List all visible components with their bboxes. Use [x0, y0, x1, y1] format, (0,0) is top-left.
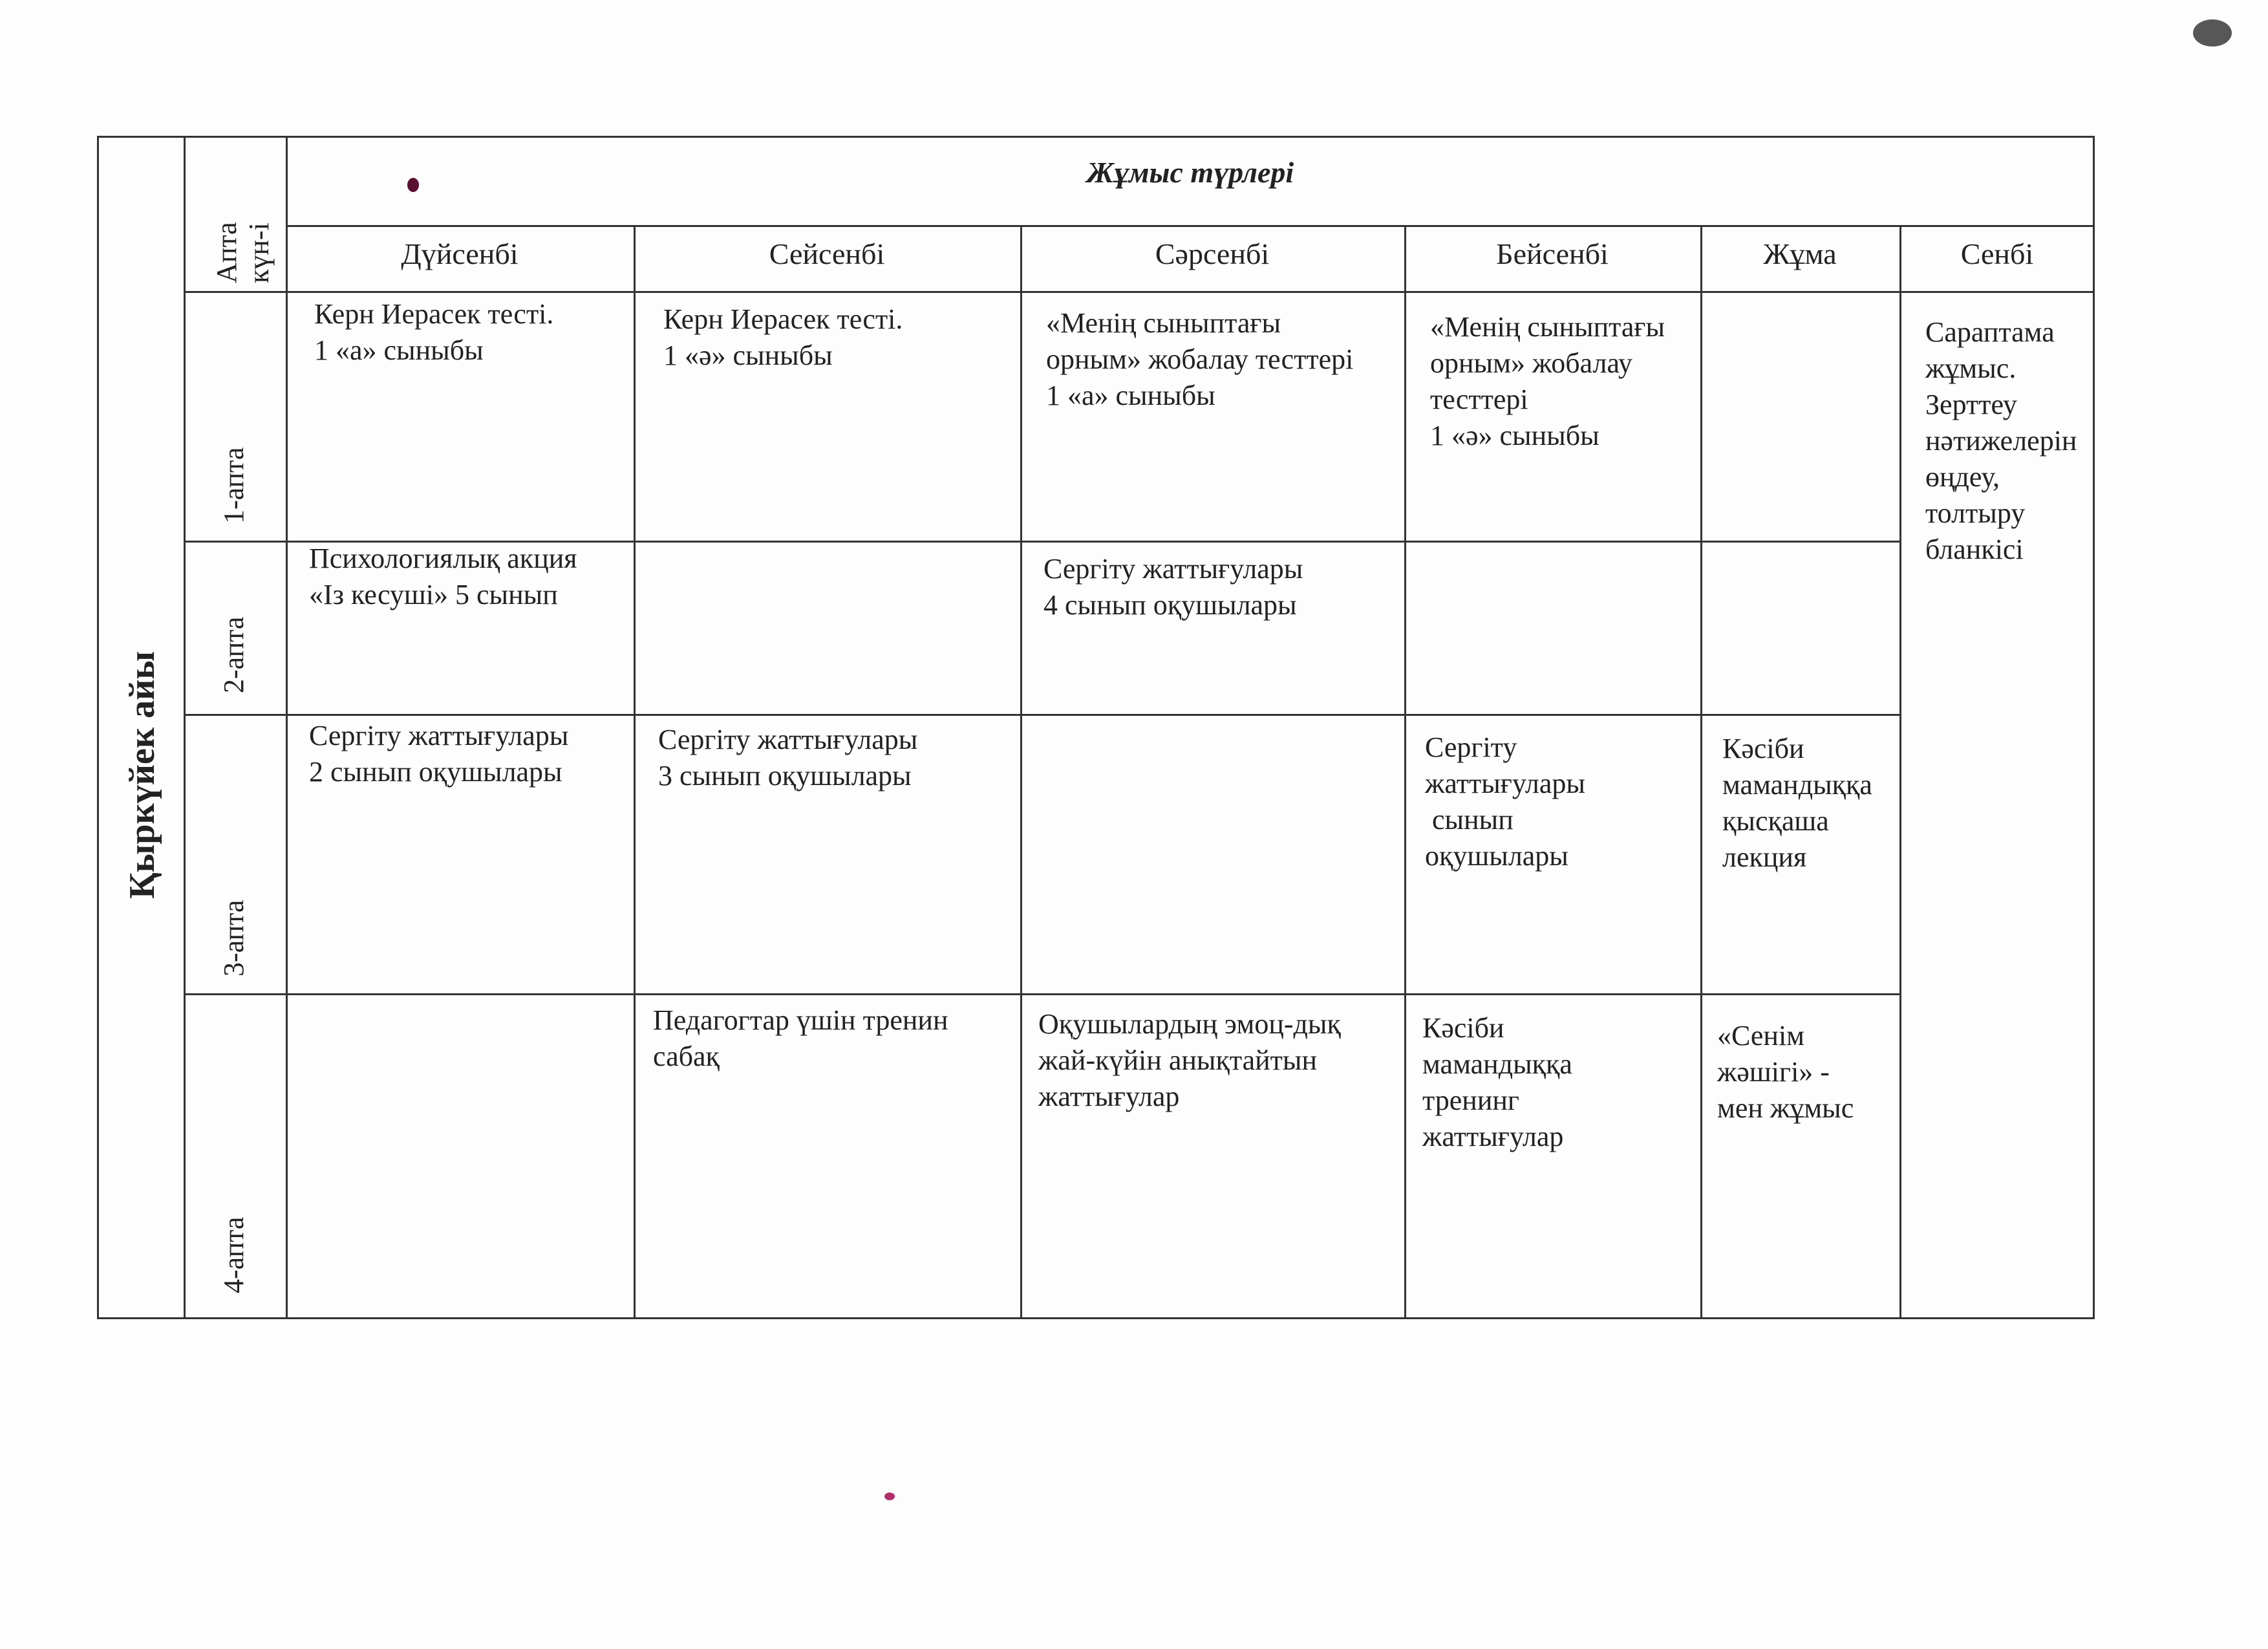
table-rule — [184, 714, 1899, 716]
table-rule — [184, 136, 186, 1319]
week-day-header-line2: күн-і — [243, 222, 275, 283]
week-label-3: 3-апта — [218, 900, 250, 976]
cell-saturday-merged: Сараптама жұмыс. Зерттеу нәтижелерін өңдеу, толтыру бланкісі — [1925, 316, 2077, 565]
ink-dot-bottom — [884, 1493, 895, 1500]
cell-week4-friday: «Сенім жәшігі» - мен жұмыс — [1717, 1020, 1854, 1124]
cell-week4-wednesday: Оқушылардың эмоц-дық жай-күйін анықтайтын жаттығулар — [1038, 1008, 1341, 1112]
cell-week1-monday: Керн Иерасек тесті. 1 «а» сыныбы — [314, 298, 554, 366]
day-header-thursday: Бейсенбі — [1496, 237, 1609, 270]
cell-week1-tuesday: Керн Иерасек тесті. 1 «ә» сыныбы — [663, 303, 903, 371]
week-label-1: 1-апта — [218, 447, 250, 524]
table-rule — [184, 993, 1899, 995]
week-label-4: 4-апта — [218, 1216, 250, 1293]
table-rule — [1404, 225, 1406, 1319]
cell-week3-thursday: Сергіту жаттығулары сынып оқушылары — [1425, 731, 1585, 872]
day-header-friday: Жұма — [1763, 237, 1837, 270]
cell-week3-tuesday: Сергіту жаттығулары 3 сынып оқушылары — [658, 724, 918, 792]
table-rule — [184, 291, 2095, 293]
table-rule — [1899, 225, 1901, 1319]
cell-week1-thursday: «Менің сыныптағы орным» жобалау тесттері 1 «ә» сыныбы — [1430, 311, 1665, 451]
scan-speck-top-right — [2193, 19, 2232, 47]
day-header-tuesday: Сейсенбі — [769, 237, 885, 270]
table-rule — [286, 225, 2095, 227]
cell-week3-friday: Кәсіби мамандыққа қысқаша лекция — [1722, 733, 1872, 873]
month-label: Қыркүйек айы — [122, 651, 162, 899]
day-header-monday: Дүйсенбі — [401, 237, 519, 270]
day-header-wednesday: Сәрсенбі — [1155, 237, 1270, 270]
week-day-header — [211, 222, 275, 283]
table-rule — [1020, 225, 1022, 1319]
cell-week3-monday: Сергіту жаттығулары 2 сынып оқушылары — [309, 720, 569, 788]
week-day-header-line1: Апта — [211, 222, 242, 283]
work-types-header: Жұмыс түрлері — [1086, 156, 1294, 189]
cell-week4-thursday: Кәсіби мамандыққа тренинг жаттығулар — [1422, 1012, 1572, 1152]
week-label-2: 2-апта — [218, 616, 250, 693]
table-rule — [286, 136, 288, 1319]
cell-week2-monday: Психологиялық акция «Із кесуші» 5 сынып — [309, 543, 577, 610]
table-rule — [634, 225, 636, 1319]
table-rule — [1700, 225, 1702, 1319]
cell-week1-wednesday: «Менің сыныптағы орным» жобалау тесттері 1 «а» сыныбы — [1046, 307, 1354, 411]
cell-week2-wednesday: Сергіту жаттығулары 4 сынып оқушылары — [1043, 553, 1303, 621]
day-header-saturday: Сенбі — [1960, 237, 2034, 270]
cell-week4-tuesday: Педагогтар үшін тренин сабақ — [653, 1004, 948, 1072]
